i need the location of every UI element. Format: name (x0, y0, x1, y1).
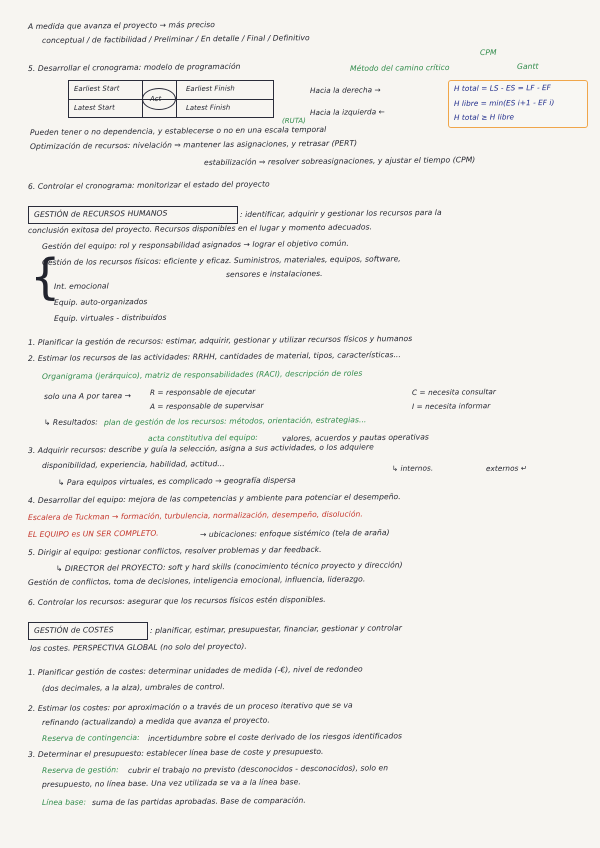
note-line: cubrir el trabajo no previsto (desconocidos - desconocidos), solo en (127, 763, 389, 775)
note-line: (RUTA) (281, 116, 306, 125)
note-line: (dos decimales, a la alza), umbrales de control. (41, 682, 225, 693)
note-line: valores, acuerdos y pautas operativas (281, 432, 429, 443)
section-heading: GESTIÓN de RECURSOS HUMANOS (33, 208, 168, 219)
formula: H total = LS - ES = LF - EF (453, 82, 551, 93)
note-line: incertidumbre sobre el coste derivado de los riesgos identificados (147, 731, 403, 743)
step-heading: 3. Adquirir recursos: describe y guía la selección, asigna a sus actividades, o los adquiere (27, 442, 374, 455)
note-line: Gestión del equipo: rol y responsabilidad asignados → lograr el objetivo común. (41, 238, 349, 251)
formula: H total ≥ H libre (453, 112, 515, 122)
note-line: Reserva de contingencia: (41, 732, 140, 743)
note-line: Gestión de conflictos, toma de decisiones, inteligencia emocional, influencia, liderazgo. (27, 574, 366, 587)
cpm-label: Earliest Finish (185, 84, 235, 93)
note-line: Gestión de los recursos físicos: eficiente y eficaz. Suministros, materiales, equipos, software, (41, 254, 401, 267)
note-line: estabilización ⇒ resolver sobreasignaciones, y ajustar el tiempo (CPM) (203, 155, 476, 167)
note-line: ↳ internos. (391, 463, 434, 473)
note-line: EL EQUIPO es UN SER COMPLETO. (27, 528, 159, 539)
cpm-label: Earliest Start (73, 84, 120, 93)
note-line: conclusión exitosa del proyecto. Recursos disponibles en el lugar y momento adecuados. (27, 222, 373, 235)
step-heading: 2. Estimar los costes: por aproximación o a través de un proceso iterativo que se va (27, 700, 353, 713)
note-line: A medida que avanza el proyecto → más preciso (27, 20, 216, 31)
cpm-label: Latest Start (73, 103, 115, 112)
note-line: presupuesto, no línea base. Una vez utilizada se va a la línea base. (41, 777, 301, 789)
note-line: CPM (479, 47, 497, 57)
note-line: → ubicaciones: enfoque sistémico (tela de araña) (199, 528, 390, 539)
note-line: Gantt (516, 61, 539, 71)
note-line: Int. emocional (53, 281, 109, 291)
note-line: Organigrama (jerárquico), matriz de responsabilidades (RACI), descripción de roles (41, 368, 363, 381)
note-line: : planificar, estimar, presupuestar, financiar, gestionar y controlar (149, 623, 402, 635)
cpm-label: Latest Finish (185, 103, 231, 112)
note-line: disponibilidad, experiencia, habilidad, actitud... (41, 459, 225, 470)
note-line: Hacia la derecha → (309, 85, 381, 95)
raci-item: A = responsable de supervisar (149, 400, 264, 411)
note-line: refinando (actualizando) a medida que avanza el proyecto. (41, 715, 270, 727)
brace-icon: { (30, 249, 61, 305)
note-line: ↳ DIRECTOR del PROYECTO: soft y hard skills (conocimiento técnico proyecto y dirección) (55, 560, 403, 573)
note-line: sensores e instalaciones. (225, 268, 323, 279)
note-line: Equip. auto-organizados (53, 297, 148, 307)
note-line: plan de gestión de los recursos: métodos, orientación, estrategias... (103, 415, 367, 427)
step-heading: 1. Planificar la gestión de recursos: estimar, adquirir, gestionar y utilizar recursos físicos y humanos (27, 333, 413, 347)
note-line: conceptual / de factibilidad / Preliminar / En detalle / Final / Definitivo (41, 33, 310, 45)
step-heading: 5. Dirigir al equipo: gestionar conflictos, resolver problemas y dar feedback. (27, 544, 322, 557)
step-heading: 6. Controlar el cronograma: monitorizar el estado del proyecto (27, 179, 270, 191)
note-line: : identificar, adquirir y gestionar los recursos para la (239, 207, 442, 219)
note-line: ↳ Para equipos virtuales, es complicado → geografía dispersa (57, 475, 296, 487)
step-heading: 4. Desarrollar del equipo: mejora de las competencias y ambiente para potenciar el desempeño. (27, 492, 401, 505)
note-line: suma de las partidas aprobadas. Base de comparación. (91, 795, 306, 807)
cpm-label: Act (149, 94, 162, 103)
note-line: Método del camino crítico (349, 62, 450, 73)
step-heading: 6. Controlar los recursos: asegurar que los recursos físicos estén disponibles. (27, 594, 326, 607)
step-heading: 5. Desarrollar el cronograma: modelo de programación (27, 61, 241, 73)
note-line: ↳ Resultados: (43, 417, 98, 427)
raci-item: C = necesita consultar (411, 387, 496, 397)
step-heading: 1. Planificar gestión de costes: determinar unidades de medida (-€), nivel de redondeo (27, 664, 363, 677)
note-line: los costes. PERSPECTIVA GLOBAL (no solo del proyecto). (29, 641, 247, 653)
note-line: externos ↵ (485, 463, 528, 473)
step-heading: 2. Estimar los recursos de las actividades: RRHH, cantidades de material, tipos, características... (27, 350, 401, 363)
raci-item: R = responsable de ejecutar (149, 386, 256, 397)
raci-item: I = necesita informar (411, 401, 491, 411)
section-heading: GESTIÓN de COSTES (33, 625, 114, 635)
note-line: Pueden tener o no dependencia, y establecerse o no en una escala temporal (29, 124, 327, 137)
note-line: Escalera de Tuckman → formación, turbulencia, normalización, desempeño, disolución. (27, 509, 363, 522)
note-line: Optimización de recursos: nivelación ⇒ mantener las asignaciones, y retrasar (PERT) (29, 138, 358, 151)
note-line: solo una A por tarea → (43, 391, 132, 401)
note-line: Equip. virtuales - distribuidos (53, 312, 167, 323)
formula: H libre = min(ES i+1 - EF i) (453, 97, 555, 108)
step-heading: 3. Determinar el presupuesto: establecer línea base de coste y presupuesto. (27, 746, 324, 759)
note-line: Reserva de gestión: (41, 765, 119, 775)
note-line: Línea base: (41, 797, 87, 807)
note-line: acta constitutiva del equipo: (147, 432, 258, 443)
note-line: Hacia la izquierda ← (309, 107, 385, 117)
